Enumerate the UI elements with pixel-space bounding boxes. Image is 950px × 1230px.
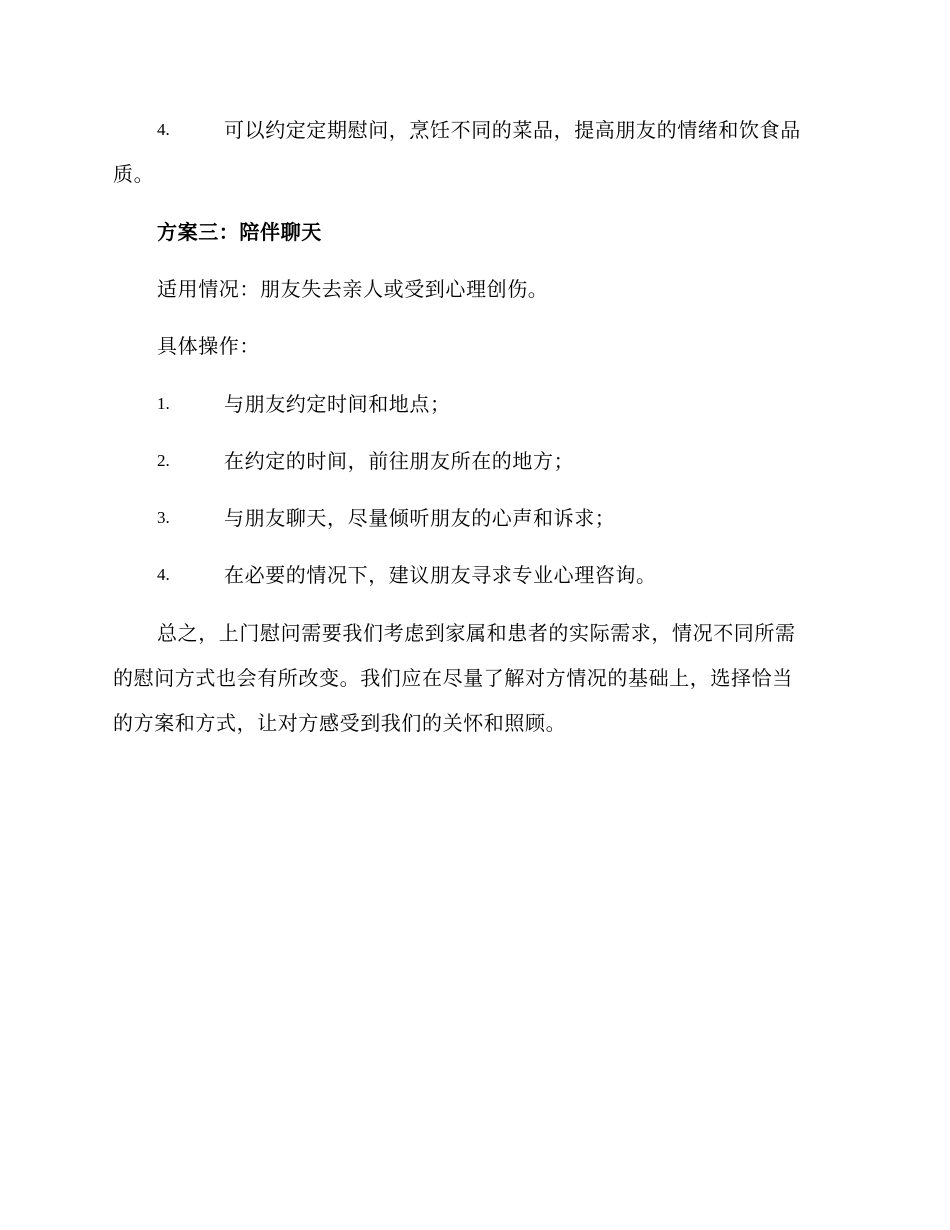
list-number: 4. <box>157 120 170 139</box>
list-item-text: 与朋友聊天，尽量倾听朋友的心声和诉求； <box>224 506 616 530</box>
list-item-text: 在必要的情况下，建议朋友寻求专业心理咨询。 <box>224 563 657 587</box>
list-number: 2. <box>157 451 170 470</box>
section-heading: 方案三：陪伴聊天 <box>157 220 322 244</box>
summary-paragraph-line: 总之，上门慰问需要我们考虑到家属和患者的实际需求，情况不同所需 <box>157 621 796 645</box>
list-number: 1. <box>157 394 170 413</box>
summary-paragraph-line: 的慰问方式也会有所改变。我们应在尽量了解对方情况的基础上，选择恰当 <box>113 666 793 690</box>
applicable-situation: 适用情况：朋友失去亲人或受到心理创伤。 <box>157 277 549 301</box>
list-item-text: 与朋友约定时间和地点； <box>224 392 451 416</box>
list-item-text: 可以约定定期慰问，烹饪不同的菜品，提高朋友的情绪和饮食品 <box>224 118 801 142</box>
list-item-text-continuation: 质。 <box>113 162 155 186</box>
list-item-text: 在约定的时间，前往朋友所在的地方； <box>224 449 575 473</box>
list-number: 4. <box>157 565 170 584</box>
list-number: 3. <box>157 508 170 527</box>
summary-paragraph-line: 的方案和方式，让对方感受到我们的关怀和照顾。 <box>113 711 567 735</box>
operation-label: 具体操作： <box>157 334 260 358</box>
